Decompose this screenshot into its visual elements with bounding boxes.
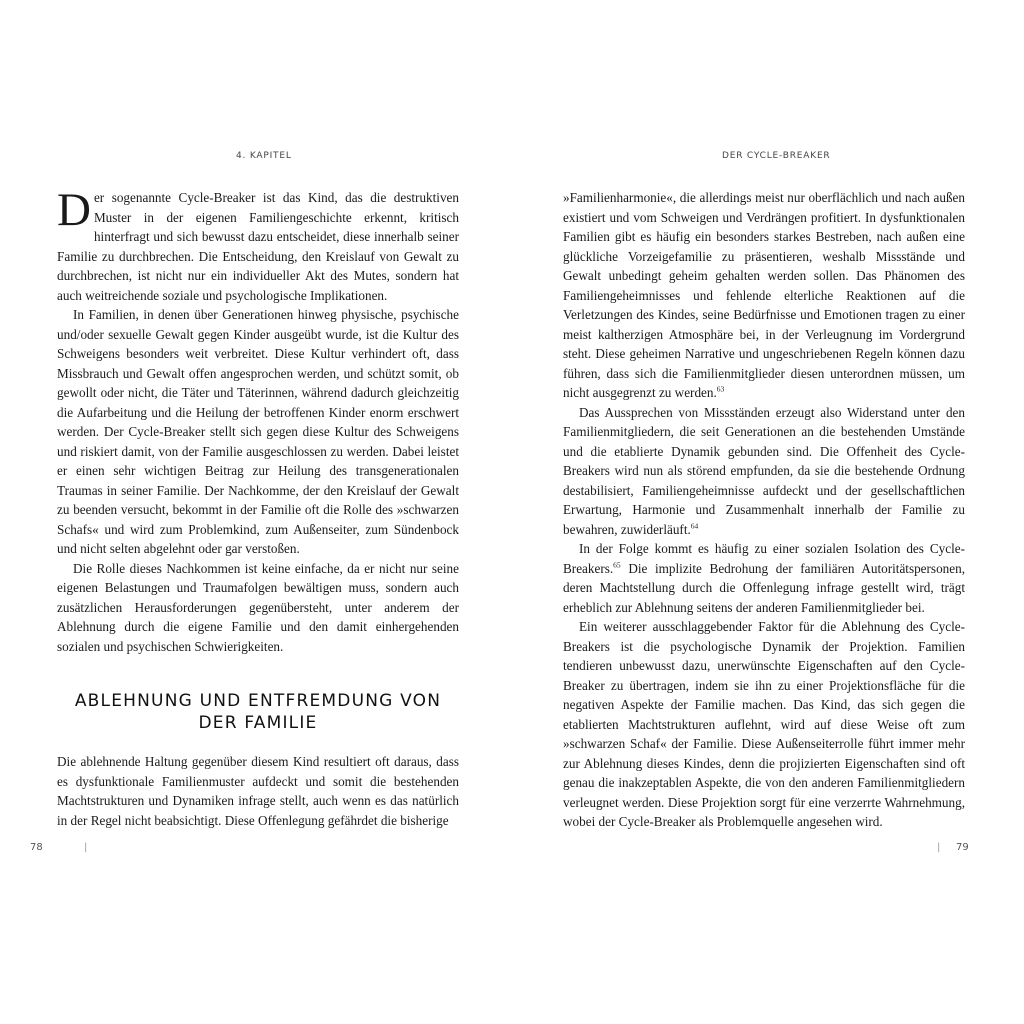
paragraph-rejection: Die ablehnende Haltung gegenüber diesem Kind resultiert oft daraus, dass es dysfunktionale Familienmuster aufdeckt und somit die bestehenden Machtstrukturen und Dynamiken infrage stellt, auch wenn es das natürlich in der Regel nicht beabsichtigt. Diese Offenlegung gefährdet die bisherige xyxy=(57,754,459,828)
paragraph-intro-text: er sogenannte Cycle-Breaker ist das Kind, das die destruktiven Muster in der eigenen Familiengeschichte erkennt, kritisch hinterfragt und sich bewusst dazu entscheidet, diese innerhalb seiner Familie zu durchbrechen. Die Entscheidung, den Kreislauf von Gewalt zu durchbrechen, ist nicht nur ein individueller Akt des Mutes, sondern hat auch weitreichende soziale und psychologische Implikationen. xyxy=(57,190,459,303)
right-page xyxy=(512,0,1024,1024)
paragraph-isolation-text-b: Die implizite Bedrohung der familiären Autoritätspersonen, deren Machtstellung durch die Offenlegung infrage gestellt wird, trägt erheblich zur Ablehnung seitens der anderen Familienmitglieder bei. xyxy=(563,560,965,615)
left-text-column-lower xyxy=(57,752,459,830)
section-heading: ABLEHNUNG UND ENTFREMDUNG VON DER FAMILIE xyxy=(74,691,442,733)
running-head-title: DER CYCLE-BREAKER xyxy=(722,151,831,161)
drop-cap: D xyxy=(57,184,91,236)
paragraph-resistance-text: Das Aussprechen von Missständen erzeugt also Widerstand unter den Familienmitgliedern, die seit Generationen an die bestehenden Umstände und die etablierte Dynamik gebunden sind. Die Offenheit des Cycle-Breakers wird nun als störend empfunden, da sie die bestehende Ordnung destabilisiert, Familiengeheimnisse aufdeckt und der gesellschaftlichen Erwartung, Harmonie und Zusammenhalt innerhalb der Familie zu bewahren, zuwiderläuft. xyxy=(563,404,965,537)
paragraph-intro xyxy=(57,184,459,305)
folio-divider-right: | xyxy=(937,842,941,853)
paragraph-family-harmony-text: »Familienharmonie«, die allerdings meist nur oberflächlich und nach außen existiert und vom Schweigen und Verdrängen profitiert. In dysfunktionalen Familien gibt es häufig ein besonders starkes Bestreben, nach außen eine glückliche Vorzeigefamilie zu präsentieren, weshalb Missstände und Gewalt unbedingt geheim gehalten werden sollen. Das Phänomen des Familiengeheimnisses und fehlende elterliche Reaktionen auf die Verletzungen des Kindes, seine Bedürfnisse und Emotionen tragen zu einer meist kaltherzigen Atmosphäre bei, in der Verleugnung im Vordergrund steht. Diese geheimen Narrative und ungeschriebenen Regeln können dazu führen, dass sich die Familienmitglieder diesen unterordnen müssen, um nicht ausgegrenzt zu werden. xyxy=(563,190,965,400)
page-number-right: 79 xyxy=(956,842,969,853)
right-text-column xyxy=(563,188,965,832)
paragraph-culture-of-silence: In Familien, in denen über Generationen hinweg physische, psychische und/oder sexuelle Gewalt gegen Kinder ausgeübt wurde, ist die Kultur des Schweigens besonders weit verbreitet. Diese Kultur verhindert oft, dass Missbrauch und Gewalt offen angesprochen werden, und schützt somit, ob gewollt oder nicht, die Täter und Täterinnen, während dadurch gleichzeitig die Aufarbeitung und die Heilung der betroffenen Kinder enorm erschwert werden. Der Cycle-Breaker stellt sich gegen diese Kultur des Schweigens und riskiert damit, von der Familie ausgeschlossen zu werden. Dabei leistet er einen sehr wichtigen Beitrag zur Heilung des transgenerationalen Traumas in seiner Familie. Der Nachkomme, der den Kreislauf der Gewalt zu beenden versucht, bekommt in der Familie oft die Rolle des »schwarzen Schafs« und wird zum Problemkind, zum Außenseiter, zum Sündenbock und nicht selten abgelehnt oder gar verstoßen. xyxy=(57,307,459,556)
paragraph-role: Die Rolle dieses Nachkommen ist keine einfache, da er nicht nur seine eigenen Belastungen und Traumafolgen bewältigen muss, sondern auch zusätzlichen Herausforderungen gegenübersteht, unter anderem der Ablehnung durch die eigene Familie und den damit einhergehenden sozialen und psychischen Schwierigkeiten. xyxy=(57,560,459,654)
left-text-column xyxy=(57,184,459,656)
paragraph-isolation xyxy=(563,539,965,617)
footnote-ref-63[interactable]: 63 xyxy=(716,384,725,394)
folio-divider-left: | xyxy=(84,842,88,853)
paragraph-isolation-text-a: In der Folge kommt es häufig zu einer sozialen Isolation des Cycle-Breakers. xyxy=(563,541,965,576)
page-number-left: 78 xyxy=(30,842,43,853)
paragraph-family-harmony xyxy=(563,188,965,403)
paragraph-resistance xyxy=(563,403,965,540)
paragraph-projection: Ein weiterer ausschlaggebender Faktor für die Ablehnung des Cycle-Breakers ist die psychologische Dynamik der Projektion. Familien tendieren unbewusst dazu, unerwünschte Eigenschaften auf den Cycle-Breaker zu übertragen, indem sie ihn zu einer Projektionsfläche für die negativen Aspekte der Familie machen. Das Kind, das sich gegen die etablierten Machtstrukturen auflehnt, wird auf diese Weise oft zum »schwarzen Schaf« der Familie. Diese Außenseiterrolle führt immer mehr zur Ablehnung dieses Kindes, denn die projizierten Eigenschaften sind oft genau die inakzeptablen Aspekte, die von den anderen Familienmitgliedern verleugnet werden. Diese Projektion sorgt für eine verzerrte Wahrnehmung, wobei der Cycle-Breaker als Problemquelle angesehen wird. xyxy=(563,619,965,829)
footnote-ref-65[interactable]: 65 xyxy=(613,560,621,570)
footnote-ref-64[interactable]: 64 xyxy=(690,521,699,531)
running-head-chapter: 4. KAPITEL xyxy=(236,151,292,161)
